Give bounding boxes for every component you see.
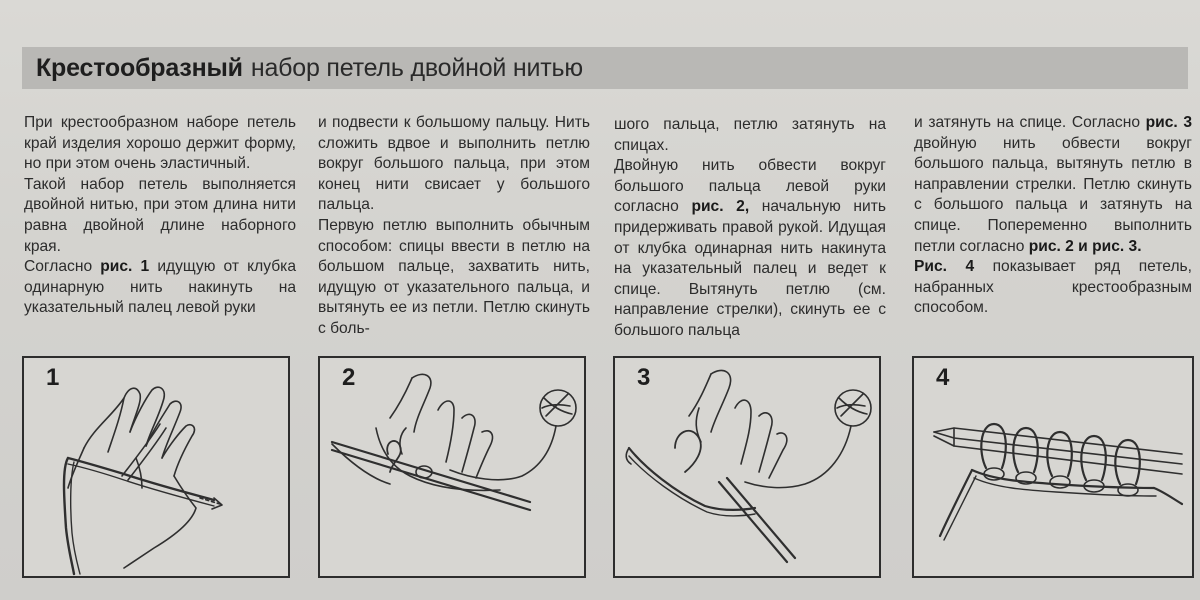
- text-span: Согласно: [24, 258, 101, 276]
- text-span: начальную нить придерживать правой рукой. Идущая от клубка одинарная нить накинута на указательный палец и ведет к спице. Вытянуть петлю (см. направление стрелки), скинуть ее с большого пальца: [614, 198, 886, 339]
- figure-3: [613, 356, 881, 578]
- figure-2: [318, 356, 586, 578]
- text-span: Двойную нить обвести вокруг большого пальца левой руки согласно: [614, 157, 886, 216]
- text-span: и затянуть на спице. Согласно: [914, 114, 1146, 131]
- text-span: двойную нить обвести вокруг большого пальца, вытянуть петлю в направлении стрелки. Петлю скинуть с большого пальца и затянуть на спице. Попеременно выполнить петли согласно: [914, 134, 1192, 255]
- figure-reference: рис. 2 и рис. 3.: [1028, 237, 1142, 255]
- paragraph: [914, 113, 1192, 257]
- figure-1: [22, 356, 290, 578]
- text-column-4: [914, 113, 1192, 319]
- text-column-1: [24, 113, 296, 319]
- hand-single-thread-icon: [24, 358, 288, 576]
- figure-reference: Рис. 4: [914, 258, 975, 276]
- paragraph: [24, 257, 296, 319]
- text-span: идущую от клубка одинарную нить накинуть на указательный палец левой руки: [24, 258, 296, 317]
- hand-loop-needles-yarn-ball-icon: [320, 358, 584, 576]
- title-rest: набор петель двойной нитью: [250, 53, 583, 82]
- paragraph: и подвести к большому пальцу. Нить сложить вдвое и выполнить петлю вокруг большого пальца, при этом конец нити свисает у большого пальца.: [318, 114, 590, 214]
- section-title-bar: [22, 47, 1188, 89]
- figure-number: 4: [936, 364, 950, 391]
- figure-4: [912, 356, 1194, 578]
- paragraph: [614, 156, 886, 341]
- needles-cast-on-row-icon: [914, 358, 1192, 576]
- figure-reference: рис. 3: [1145, 114, 1193, 131]
- figure-reference: рис. 1: [100, 258, 150, 276]
- figure-number: 2: [342, 364, 356, 391]
- paragraph: шого пальца, петлю затянуть на спицах.: [614, 116, 886, 154]
- title-bold: Крестообразный: [36, 53, 243, 82]
- figure-number: 1: [46, 364, 60, 391]
- text-column-2: [318, 113, 590, 340]
- figure-reference: рис. 2,: [691, 198, 750, 216]
- paragraph: [914, 257, 1192, 319]
- paragraph: При крестообразном наборе петель край изделия хорошо держит форму, но при этом очень эластичный.: [24, 114, 296, 173]
- figure-number: 3: [637, 364, 651, 391]
- hand-double-loop-needles-yarn-ball-icon: [615, 358, 879, 576]
- text-column-3: [614, 115, 886, 342]
- text-span: показывает ряд петель, набранных крестообразным способом.: [914, 258, 1193, 317]
- paragraph: Такой набор петель выполняется двойной нитью, при этом длина нити равна двойной длине наборного края.: [24, 175, 296, 255]
- paragraph: Первую петлю выполнить обычным способом: спицы ввести в петлю на большом пальце, захватить нить, идущую от указательного пальца, и вытянуть ее из петли. Петлю скинуть с боль-: [318, 216, 590, 337]
